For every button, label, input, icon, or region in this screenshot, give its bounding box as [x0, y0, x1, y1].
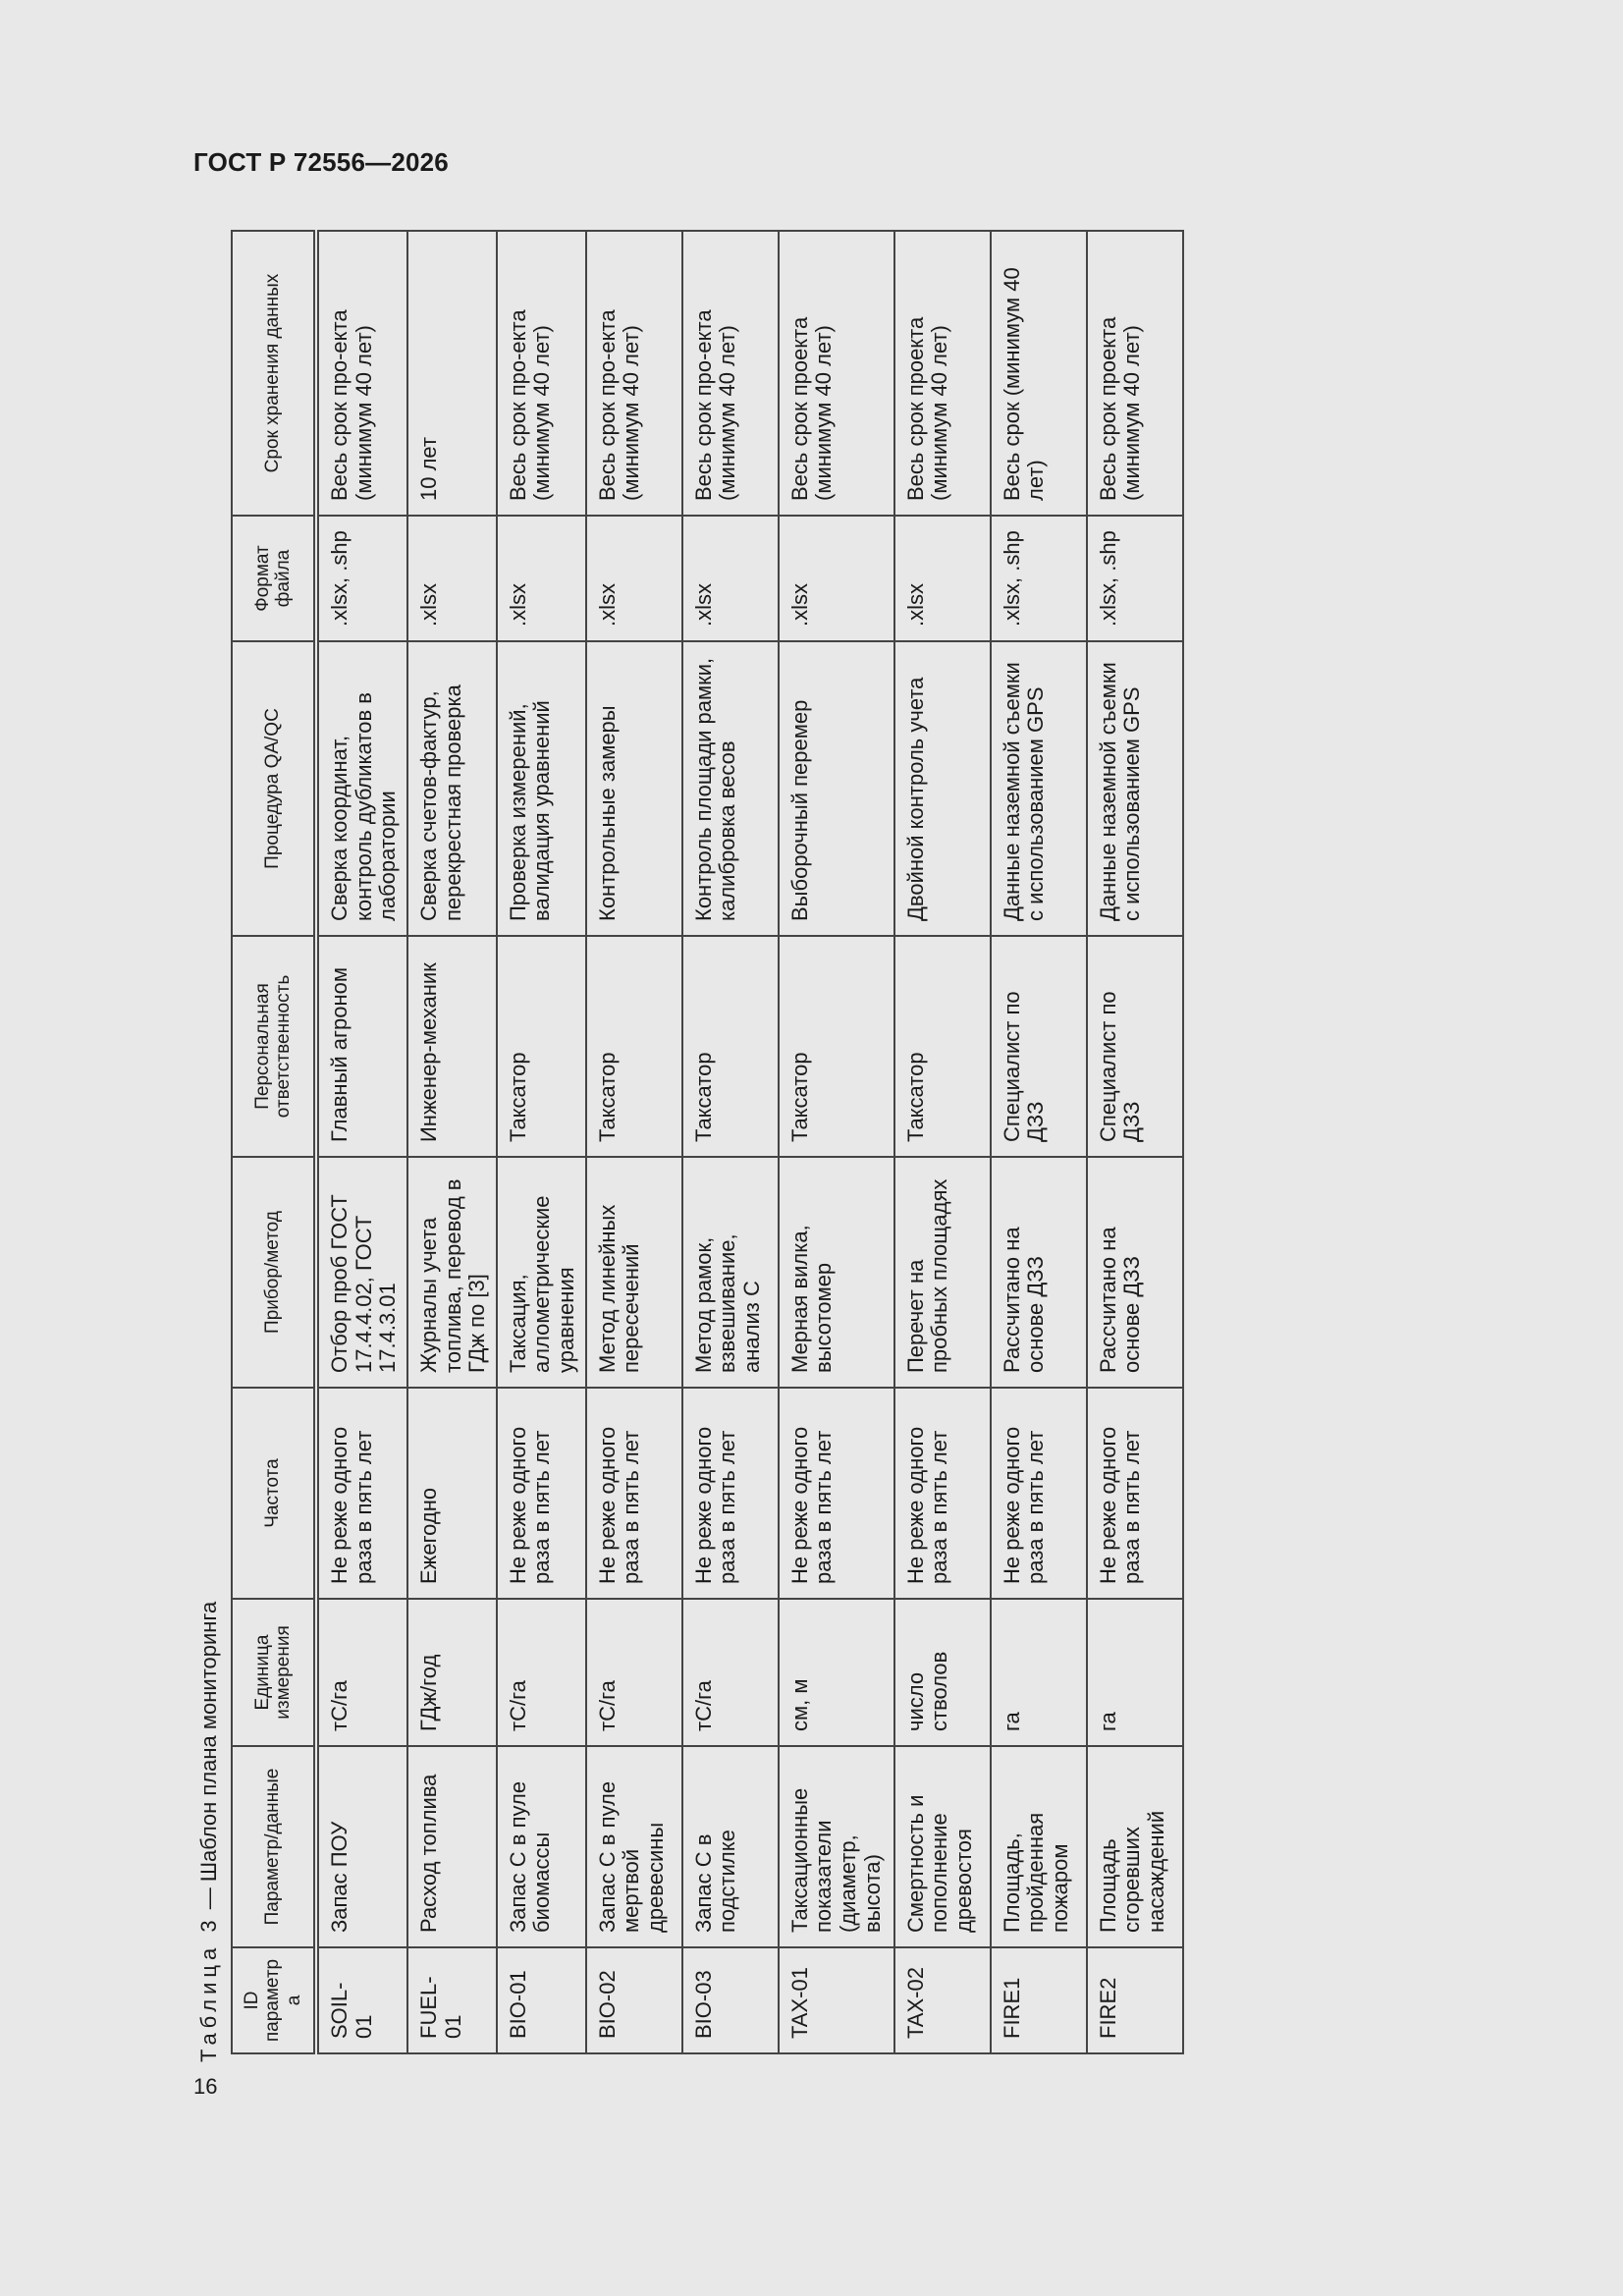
cell-parameter: Площадь, пройденная пожаром	[991, 1746, 1087, 1947]
cell-unit: см, м	[779, 1599, 894, 1746]
cell-id: TAX-02	[894, 1947, 991, 2053]
cell-frequency: Не реже одного раза в пять лет	[682, 1388, 779, 1599]
cell-responsibility: Таксатор	[682, 936, 779, 1157]
cell-file-format: .xlsx	[894, 516, 991, 641]
cell-parameter: Запас ПОУ	[316, 1746, 407, 1947]
cell-parameter: Таксационные показатели (диаметр, высота)	[779, 1746, 894, 1947]
cell-frequency: Не реже одного раза в пять лет	[779, 1388, 894, 1599]
cell-parameter: Площадь сгоревших насаждений	[1087, 1746, 1183, 1947]
cell-qaqc: Данные наземной съемки с использованием GPS	[991, 641, 1087, 936]
cell-retention: Весь срок (минимум 40 лет)	[991, 231, 1087, 516]
cell-file-format: .xlsx	[407, 516, 497, 641]
table-caption-text: — Шаблон плана мониторинга	[196, 1601, 221, 1916]
cell-frequency: Не реже одного раза в пять лет	[1087, 1388, 1183, 1599]
table-row	[497, 231, 586, 2053]
rotated-table-block	[189, 226, 1456, 2062]
table-row	[779, 231, 894, 2053]
cell-frequency: Не реже одного раза в пять лет	[316, 1388, 407, 1599]
cell-retention: Весь срок про-екта (минимум 40 лет)	[497, 231, 586, 516]
table-row	[407, 231, 497, 2053]
cell-frequency: Не реже одного раза в пять лет	[894, 1388, 991, 1599]
cell-unit: га	[1087, 1599, 1183, 1746]
cell-unit: га	[991, 1599, 1087, 1746]
column-header-qaqc: Процедура QA/QC	[232, 641, 316, 936]
cell-qaqc: Контрольные замеры	[586, 641, 682, 936]
table-row	[1087, 231, 1183, 2053]
column-header-responsibility: Персональная ответственность	[232, 936, 316, 1157]
cell-file-format: .xlsx	[682, 516, 779, 641]
cell-responsibility: Специалист по ДЗЗ	[1087, 936, 1183, 1157]
column-header-retention: Срок хранения данных	[232, 231, 316, 516]
monitoring-plan-table	[231, 230, 1184, 2054]
cell-file-format: .xlsx	[779, 516, 894, 641]
cell-qaqc: Контроль площади рамки, калибровка весов	[682, 641, 779, 936]
cell-method: Перечет на пробных площадях	[894, 1157, 991, 1388]
cell-frequency: Не реже одного раза в пять лет	[991, 1388, 1087, 1599]
cell-method: Метод рамок, взвешивание, анализ С	[682, 1157, 779, 1388]
cell-parameter: Запас С в пуле мертвой древесины	[586, 1746, 682, 1947]
cell-parameter: Смертность и пополнение древостоя	[894, 1746, 991, 1947]
cell-qaqc: Данные наземной съемки с использованием GPS	[1087, 641, 1183, 936]
table-header	[232, 231, 316, 2053]
cell-qaqc: Сверка координат, контроль дубликатов в лаборатории	[316, 641, 407, 936]
cell-retention: Весь срок проекта (минимум 40 лет)	[779, 231, 894, 516]
cell-qaqc: Выборочный перемер	[779, 641, 894, 936]
column-header-file-format: Формат файла	[232, 516, 316, 641]
cell-file-format: .xlsx, .shp	[1087, 516, 1183, 641]
cell-file-format: .xlsx	[586, 516, 682, 641]
cell-responsibility: Таксатор	[497, 936, 586, 1157]
cell-method: Метод линейных пересечений	[586, 1157, 682, 1388]
cell-frequency: Не реже одного раза в пять лет	[586, 1388, 682, 1599]
cell-retention: Весь срок про-екта (минимум 40 лет)	[586, 231, 682, 516]
cell-qaqc: Сверка счетов-фактур, перекрестная проверка	[407, 641, 497, 936]
cell-id: SOIL-01	[316, 1947, 407, 2053]
table-row	[316, 231, 407, 2053]
cell-parameter: Запас С в подстилке	[682, 1746, 779, 1947]
cell-id: TAX-01	[779, 1947, 894, 2053]
column-header-frequency: Частота	[232, 1388, 316, 1599]
cell-unit: число стволов	[894, 1599, 991, 1746]
cell-method: Журналы учета топлива, перевод в ГДж по [3]	[407, 1157, 497, 1388]
column-header-unit: Единица измерения	[232, 1599, 316, 1746]
cell-qaqc: Двойной контроль учета	[894, 641, 991, 936]
cell-unit: тС/га	[497, 1599, 586, 1746]
cell-responsibility: Таксатор	[779, 936, 894, 1157]
cell-retention: Весь срок проекта (минимум 40 лет)	[894, 231, 991, 516]
cell-responsibility: Специалист по ДЗЗ	[991, 936, 1087, 1157]
cell-id: FIRE2	[1087, 1947, 1183, 2053]
cell-method: Мерная вилка, высотомер	[779, 1157, 894, 1388]
cell-parameter: Запас С в пуле биомассы	[497, 1746, 586, 1947]
cell-unit: тС/га	[682, 1599, 779, 1746]
cell-unit: ГДж/год	[407, 1599, 497, 1746]
page-number: 16	[193, 2074, 218, 2099]
cell-file-format: .xlsx, .shp	[316, 516, 407, 641]
cell-file-format: .xlsx	[497, 516, 586, 641]
table-caption-label: Таблица 3	[196, 1915, 221, 2062]
cell-responsibility: Главный агроном	[316, 936, 407, 1157]
cell-retention: 10 лет	[407, 231, 497, 516]
cell-file-format: .xlsx, .shp	[991, 516, 1087, 641]
cell-retention: Весь срок про-екта (минимум 40 лет)	[316, 231, 407, 516]
column-header-parameter: Параметр/данные	[232, 1746, 316, 1947]
cell-responsibility: Таксатор	[894, 936, 991, 1157]
cell-method: Рассчитано на основе ДЗЗ	[991, 1157, 1087, 1388]
header-row	[232, 231, 316, 2053]
table-row	[682, 231, 779, 2053]
cell-qaqc: Проверка измерений, валидация уравнений	[497, 641, 586, 936]
table-body	[316, 231, 1183, 2053]
column-header-method: Прибор/метод	[232, 1157, 316, 1388]
cell-responsibility: Инженер-механик	[407, 936, 497, 1157]
table-row	[894, 231, 991, 2053]
cell-method: Рассчитано на основе ДЗЗ	[1087, 1157, 1183, 1388]
cell-id: BIO-01	[497, 1947, 586, 2053]
cell-retention: Весь срок проекта (минимум 40 лет)	[1087, 231, 1183, 516]
cell-unit: тС/га	[586, 1599, 682, 1746]
cell-id: FUEL-01	[407, 1947, 497, 2053]
table-row	[586, 231, 682, 2053]
cell-id: BIO-03	[682, 1947, 779, 2053]
cell-frequency: Не реже одного раза в пять лет	[497, 1388, 586, 1599]
cell-unit: тС/га	[316, 1599, 407, 1746]
column-header-id: ID параметра	[232, 1947, 316, 2053]
cell-method: Таксация, аллометрические уравнения	[497, 1157, 586, 1388]
cell-parameter: Расход топлива	[407, 1746, 497, 1947]
cell-id: BIO-02	[586, 1947, 682, 2053]
table-row	[991, 231, 1087, 2053]
table-caption	[189, 1602, 229, 2062]
cell-retention: Весь срок про-екта (минимум 40 лет)	[682, 231, 779, 516]
cell-id: FIRE1	[991, 1947, 1087, 2053]
document-header: ГОСТ Р 72556—2026	[193, 147, 449, 177]
cell-responsibility: Таксатор	[586, 936, 682, 1157]
cell-method: Отбор проб ГОСТ 17.4.4.02, ГОСТ 17.4.3.01	[316, 1157, 407, 1388]
cell-frequency: Ежегодно	[407, 1388, 497, 1599]
